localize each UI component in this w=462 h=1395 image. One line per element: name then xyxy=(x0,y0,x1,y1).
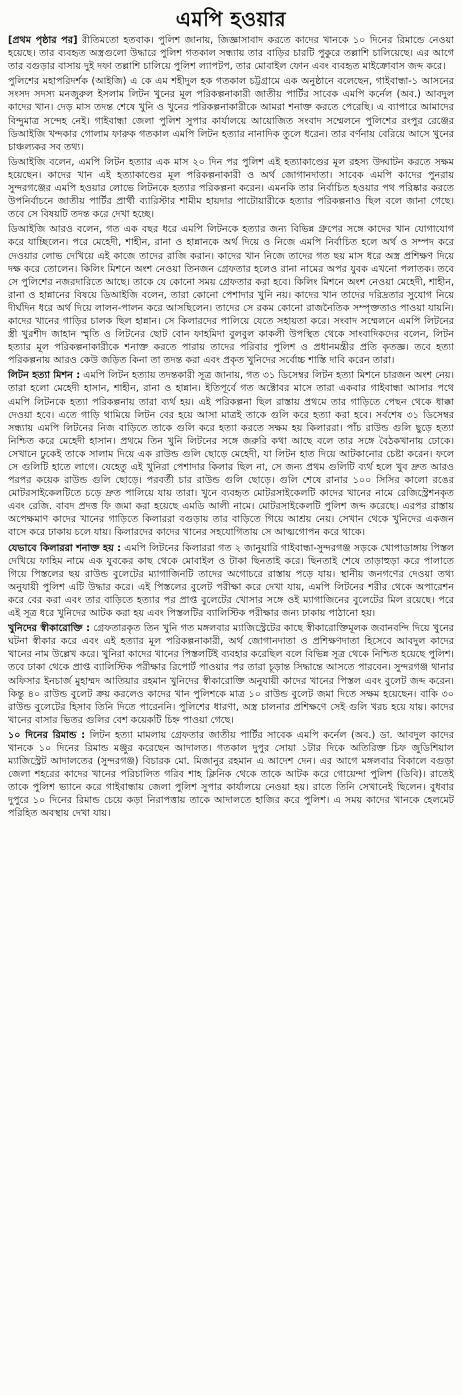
article-paragraph-dig-statement xyxy=(8,156,454,221)
paragraph-text: ডিআইজি আরও বলেন, গত এক বছর ধরে এমপি লিটনকে হত্যার জন্য বিভিন্ন গ্রুপের সঙ্গে কাদের খান যোগাযোগ করে যাচ্ছিলেন। পরে মেহেদী, শাহীন, রানা ও হান্নানকে অর্থ দিয়ে ও নিজে এমপি নির্বাচিত হলে অর্থ ও সম্পদ করে দেওয়ার লোভ দেখিয়ে এই কাজে তাদের রাজি করান। কাদের খান নিজে তাদের গত ছয় মাস ধরে অস্ত্র প্রশিক্ষণ দিয়ে দক্ষ করে তোলেন। কিলিং মিশনে অংশ নেওয়া তিনজন গ্রেফতার হলেও রানা নামের অপর যুবক এখনো পলাতক। তবে সে পুলিশের নজরদারিতে আছে। তাকে যে কোনো সময় গ্রেফতার করা হবে। কিলিং মিশনে অংশ নেওয়া মেহেদী, শাহীন, রানা ও হান্নানের বিষয়ে ডিআইজি বলেন, তারা কোনো পেশাদার খুনি নয়। কাদের খান তাদের দরিদ্রতার সুযোগ নিয়ে দীর্ঘদিন ধরে অর্থ দিয়ে লালন-পালন করে আসছিলেন। তাদের সে রকম কোনো রাজনৈতিক সম্পৃক্ততাও পাওয়া যায়নি। কাদের খানের গাড়ির চালক ছিল হান্নান। সে কিলারদের পালিয়ে যেতে সহায়তা করে। সংবাদ সম্মেলনে এমপি লিটনের স্ত্রী খুরশীদ জাহান স্মৃতি ও লিটনের ছোট বোন ফাহমিদা বুলবুল কাকলী উপস্থিত থেকে সাংবাদিকদের বলেন, লিটন হত্যার মূল পরিকল্পনাকারীকে শনাক্ত করতে পারায় তাদের পরিবার পুলিশ ও প্রধানমন্ত্রীর প্রতি কৃতজ্ঞ। তবে হত্যা পরিকল্পনায় আরও কেউ জড়িত কিনা তা তদন্ত করা এবং প্রকৃত খুনিদের সর্বোচ্চ শাস্তি দাবি করেন তারা। xyxy=(8,224,454,367)
section-subheading: ১০ দিনের রিমান্ড : xyxy=(8,729,86,741)
paragraph-text: রীতিমতো হতবাক। পুলিশ জানায়, জিজ্ঞাসাবাদ করতে কাদের খানকে ১০ দিনের রিমান্ডে নেওয়া হয়েছে। তার ব্যবহৃত অস্ত্রগুলো উদ্ধারে পুলিশ গতকাল সন্ধ্যায় তার বাড়ির চারটি পুকুরে তল্লাশি চালিয়েছে। এর আগে তার বগুড়ার বাসায় দুই দফা তল্লাশি চালিয়ে পুলিশ ল্যাপটপ, তার মোবাইল ফোন এবং ব্যবহৃত মাইক্রোবাস জব্দ করে। xyxy=(8,35,454,73)
section-subheading: খুনিদের স্বীকারোক্তি : xyxy=(8,623,90,635)
paragraph-text: পুলিশের মহাপরিদর্শক (আইজি) এ কে এম শহীদুল হক গতকাল চট্টগ্রামে এক অনুষ্ঠানে বলেছেন, গাইবান্ধা-১ আসনের সংসদ সদস্য মনজুরুল ইসলাম লিটন খুনের মূল পরিকল্পনাকারী জাতীয় পার্টির সাবেক এমপি কর্নেল (অব.) আবদুল কাদের খান। দেড় মাস তদন্ত শেষে খুনি ও খুনের পরিকল্পনাকারীকে আমরা শনাক্ত করতে পেরেছি। এ ব্যাপারে আমাদের বিন্দুমাত্র সন্দেহ নেই। গাইবান্ধা জেলা পুলিশ সুপার কার্যালয়ে আয়োজিত সংবাদ সম্মেলনে পুলিশের রংপুর রেঞ্জের ডিআইজি খন্দকার গোলাম ফারুক গতকাল এমপি লিটন হত্যার নানাদিক তুলে ধরেন। তার বর্ণনায় বেরিয়ে আসে খুনের চাঞ্চল্যকর সব তথ্য। xyxy=(8,76,454,153)
article-paragraph-dig-details xyxy=(8,223,454,367)
paragraph-text: গ্রেফতারকৃত তিন খুনি গত মঙ্গলবার ম্যাজিস্ট্রেটের কাছে স্বীকারোক্তিমূলক জবানবন্দি দিয়ে খুনের ঘটনা স্বীকার করে এবং এই হত্যার মূল পরিকল্পনাকারী, অর্থ জোগানদাতা ও প্রশিক্ষণদাতা হিসেবে আবদুল কাদের খানের নাম উল্লেখ করে। খুনিরা কাদের খানের পিস্তলটিই ব্যবহার করেছিল বলে বিভিন্ন সূত্র থেকে নিশ্চিত হয়েছে পুলিশ। তবে ঢাকা থেকে প্রাপ্ত ব্যালিস্টিক পরীক্ষার রিপোর্ট পাওয়ার পর তারা চূড়ান্ত সিদ্ধান্তে আসতে পারবেন। সুন্দরগঞ্জ থানার অফিসার ইনচার্জ মুহাম্মদ আতিয়ার রহমান খুনিদের স্বীকারোক্তি অনুযায়ী কাদের খানের পিস্তল এবং বুলেট জব্দ করেন। কিন্তু ৪০ রাউন্ড বুলেট ক্রয় করলেও কাদের খান পুলিশকে মাত্র ১০ রাউন্ড বুলেট জমা দিতে সক্ষম হয়েছেন। বাকি ৩০ রাউন্ড বুলেটের হিসাব তিনি দিতে পারেননি। পুলিশের ধারণা, অস্ত্র চালনার প্রশিক্ষণে সেই গুলি খরচ হয়ে যায়। কাদের খানের বাসার ভিতর গুলির বেশ কয়েকটি চিহ্ন পাওয়া গেছে। xyxy=(8,623,454,726)
paragraph-text: লিটন হত্যা মামলায় গ্রেফতার জাতীয় পার্টির সাবেক এমপি কর্নেল (অব.) ডা. আবদুল কাদের খানকে ১০ দিনের রিমান্ড মঞ্জুর করেছেন আদালত। গতকাল দুপুর সোয়া ১টার দিকে অতিরিক্ত চিফ জুডিশিয়াল ম্যাজিস্ট্রেট আদালতের (সুন্দরগঞ্জ) বিচারক মো. মিজানুর রহমান এ আদেশ দেন। এর আগে মঙ্গলবার বিকালে বগুড়া জেলা শহরের কাদের খানের পরিচালিত গরিব শাহ ক্লিনিক থেকে তাকে আটক করে গোয়েন্দা পুলিশ (ডিবি)। রাতেই তাকে পুলিশ ভ্যানে করে গাইবান্ধায় জেলা পুলিশ সুপার কার্যালয়ে নেওয়া হয়। রাতে তিনি সেখানেই ছিলেন। বুধবার দুপুরে ১০ দিনের রিমান্ড চেয়ে কড়া নিরাপত্তায় তাকে আদালতে হাজির করে পুলিশ। এ সময় কাদের খানকে হেলমেট পরিহিত অবস্থায় দেখা যায়। xyxy=(8,729,454,820)
article-section-killers-identified xyxy=(8,542,454,621)
article-section-confession xyxy=(8,622,454,727)
article-paragraph-intro xyxy=(8,34,454,73)
article-section-murder-mission xyxy=(8,369,454,539)
section-subheading: লিটন হত্যা মিশন : xyxy=(8,370,81,382)
article-headline: এমপি হওয়ার xyxy=(175,7,287,31)
article-section-remand xyxy=(8,729,454,821)
section-subheading: যেভাবে কিলাররা শনাক্ত হয় : xyxy=(8,542,122,554)
article-paragraph-igp-statement xyxy=(8,75,454,154)
paragraph-text: এমপি লিটনের কিলাররা গত ২ জানুয়ারি গাইবান্ধা-সুন্দরগঞ্জ সড়কে খোপাডাঙ্গায় পিস্তল দেখিয়ে ফাহিম নামে এক যুবকের কাছ থেকে মোবাইল ও টাকা ছিনতাই করে। ছিনতাই শেষে তাড়াহুড়া করে পালাতে গিয়ে পিস্তলের ছয় রাউন্ড বুলেটের ম্যাগাজিনটি তাদের অগোচরে রাস্তায় পড়ে যায়। স্থানীয় জনগণের দেওয়া তথ্য অনুযায়ী পুলিশ এটি উদ্ধার করে। এই পিস্তলের বুলেট পরীক্ষা করে দেখা যায়, এমপি লিটনের শরীর থেকে অপারেশন করে বের করা এবং তার বাড়িতে হত্যার পর প্রাপ্ত বুলেটের খোসার সঙ্গে ওই ম্যাগাজিনের বুলেটের মিল রয়েছে। পরে এই সূত্র ধরে খুনিদের আটক করা হয় এবং পিস্তলটির ব্যালিস্টিক পরীক্ষার জন্য ঢাকায় পাঠানো হয়। xyxy=(8,542,455,620)
paragraph-text: এমপি লিটন হত্যায় তদন্তকারী সূত্র জানায়, গত ৩১ ডিসেম্বর লিটন হত্যা মিশনে চারজন অংশ নেয়। তারা হলো মেহেদী হাসান, শাহীন, রানা ও হান্নান। ইতিপূর্বে গত অক্টোবর মাসে তারা একবার গাইবান্ধা আসার পথে এমপি লিটনকে হত্যা পরিকল্পনায় তারা ব্যর্থ হয়। এই পরিকল্পনা ছিল রাস্তায় প্রথমে তার গাড়িতে পেছন থেকে ধাক্কা দেওয়া হবে। এতে গাড়ি থামিয়ে লিটন বের হয়ে আসা মাত্রই তাকে গুলি করে হত্যা করা হবে। সর্বশেষ ৩১ ডিসেম্বর সন্ধ্যায় এমপি লিটনের নিজ বাড়িতে তাকে গুলি করে হত্যা করতে সক্ষম হয় কিলাররা। পাঁচ রাউন্ড গুলি ছুড়ে হত্যা নিশ্চিত করে মেহেদী হাসান। প্রথমে তিন খুনি লিটনের সঙ্গে জরুরি কথা আছে বলে তার সঙ্গে বৈঠকখানায় ঢোকে। সেখানে ঢুকেই তাকে সালাম দিয়ে এক রাউন্ড গুলি ছোড়ে মেহেদী, যা লিটন হাত দিয়ে আটকানোর চেষ্টা করেন। ফলে সে গুলিটি হাতে লাগে। যেহেতু এই খুনিরা পেশাদার কিলার ছিল না, সে জন্য প্রথম গুলিটি ব্যর্থ হলে খুব দ্রুত আরও পরপর কয়েক রাউন্ড গুলি ছোড়ে। পরবর্তী চার রাউন্ড গুলি ছোড়ে। গুলি শেষে রানার ১০০ সিসির কালো রঙের মোটরসাইকেলটিতে চড়ে দ্রুত পালিয়ে যায় তারা। খুনে ব্যবহৃত মোটরসাইকেলটি কাদের খানের নামে রেজিস্ট্রেশনকৃত এবং রেজি. বাবদ প্রদত্ত ফি জমা করা হয়েছে এমডি আলী নামে। মোটরসাইকেলটি পুলিশ জব্দ করেছে। এরপর রাস্তায় অপেক্ষমাণ কাদের খানের গাড়িতে কিলাররা বগুড়ায় তার বাড়িতে গিয়ে আশ্রয় নেয়। সেখান থেকে খুনিদের একজন বাসে করে ঢাকায় চলে যায়। কিলারদের কাদের খানের সহযোগিতায় সে আত্মগোপন করে থাকে। xyxy=(8,370,454,539)
paragraph-text: ডিআইজি বলেন, এমপি লিটন হত্যার এক মাস ২০ দিন পর পুলিশ এই হত্যাকাণ্ডের মূল রহস্য উদ্ঘাটন করতে সক্ষম হয়েছেন। কাদের খান এই হত্যাকাণ্ডের মূল পরিকল্পনাকারী ও অর্থ জোগানদাতা। সাবেক এমপি কাদের পুনরায় সুন্দরগঞ্জের এমপি হওয়ার লোভে লিটনকে হত্যার পরিকল্পনা করেন। এমনকি তার নির্বাচিত হওয়ার পথ পরিষ্কার করতে উপনির্বাচনে জাতীয় পার্টির প্রার্থী ব্যারিস্টার শামীম হায়দার পাটোয়ারীকে হত্যার পরিকল্পনাও ছিল বলে জানা গেছে। তবে সে বিষয়টি তদন্ত করে দেখা হচ্ছে। xyxy=(8,156,455,221)
continued-from-front-page-label: [প্রথম পৃষ্ঠার পর] xyxy=(8,35,78,46)
